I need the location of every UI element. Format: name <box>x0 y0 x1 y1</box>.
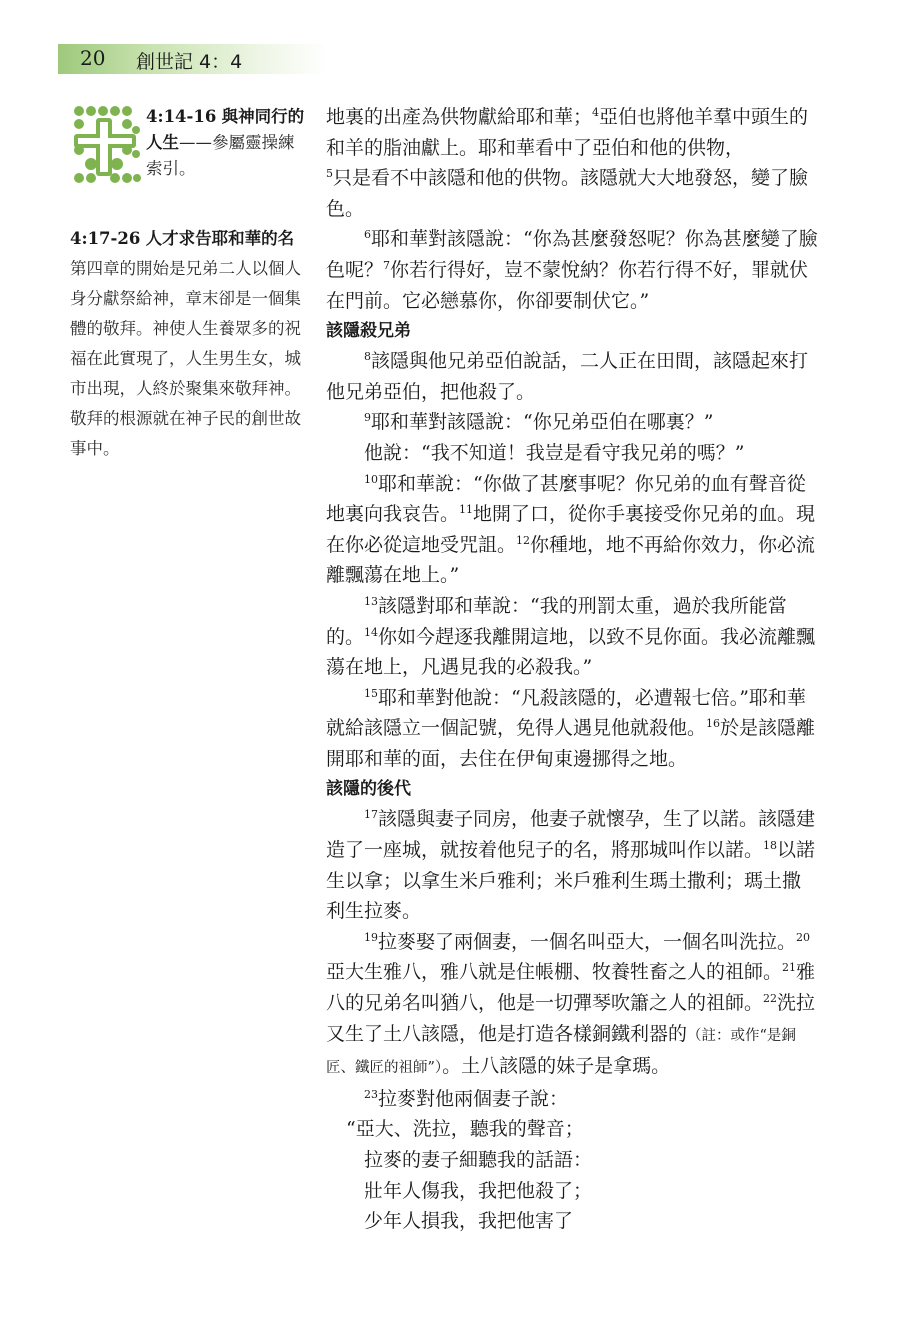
verse-number: 17 <box>364 808 378 822</box>
translation-note: （註：或作“是銅匠、鐵匠的祖師”） <box>326 1027 796 1077</box>
verse-text: 只是看不中該隱和他的供物。該隱就大大地發怒，變了臉色。 <box>326 167 809 220</box>
poem-line: 拉麥的妻子細聽我的話語： <box>364 1149 593 1171</box>
paragraph-v23 <box>326 1084 818 1115</box>
paragraph-v9 <box>326 407 818 438</box>
verse-text: 該隱與他兄弟亞伯說話，二人正在田間，該隱起來打他兄弟亞伯，把他殺了。 <box>326 350 809 403</box>
poem-line: “亞大、洗拉，聽我的聲音； <box>346 1118 584 1141</box>
verse-text: 你如今趕逐我離開這地，以致不見你面。我必流離飄蕩在地上，凡遇見我的必殺我。” <box>326 625 816 679</box>
note-text: 參屬靈操練索引。 <box>146 133 295 178</box>
verse-text: 雅八的兄弟名叫猶八，他是一切彈琴吹簫之人的祖師。 <box>326 961 816 1015</box>
verse-number: 6 <box>364 228 371 242</box>
verse-text: 亞伯也將他羊羣中頭生的和羊的脂油獻上。耶和華看中了亞伯和他的供物， <box>326 106 809 159</box>
verse-number: 5 <box>326 167 333 181</box>
sidebar-note-call-on-name <box>70 224 306 464</box>
verse-text: 耶和華對該隱說：“你為甚麼發怒呢？你為甚麼變了臉色呢？ <box>326 228 818 281</box>
verse-text: 該隱對耶和華說：“我的刑罰太重，過於我所能當的。 <box>326 594 787 648</box>
note-title: 人才求告耶和華的名 <box>145 229 295 248</box>
paragraph-v17-18 <box>326 804 818 926</box>
paragraph-v19-22 <box>326 927 818 1084</box>
verse-text: 耶和華對該隱說：“你兄弟亞伯在哪裏？” <box>371 411 714 434</box>
note-dash: —— <box>179 133 212 152</box>
verse-text: 地開了口，從你手裏接受你兄弟的血。現在你必從這地受咒詛。 <box>326 503 816 556</box>
verse-number: 22 <box>763 992 778 1006</box>
verse-number: 23 <box>364 1087 378 1101</box>
sidebar-note-walk-with-god <box>146 104 306 182</box>
verse-text: 拉麥娶了兩個妻，一個名叫亞大，一個名叫洗拉。 <box>378 930 797 953</box>
paragraph-v8 <box>326 346 818 407</box>
paragraph-v6-7 <box>326 224 818 316</box>
verse-number: 20 <box>796 930 811 944</box>
book-reference: 創世記 4：4 <box>136 51 243 73</box>
note-title: 與神同行的人生 <box>146 107 305 152</box>
verse-text: 以諾生以拿；以拿生米戶雅利；米戶雅利生瑪土撒利；瑪土撒利生拉麥。 <box>326 839 816 923</box>
section-heading: 該隱的後代 <box>326 779 411 800</box>
verse-number: 7 <box>383 258 391 272</box>
verse-number: 21 <box>782 961 797 975</box>
paragraph-v3-5 <box>326 102 818 224</box>
verse-text: 。土八該隱的妹子是拿瑪。 <box>442 1055 671 1078</box>
verse-number: 10 <box>364 472 378 486</box>
paragraph-v15-16 <box>326 683 818 775</box>
paragraph-reply: 他說：“我不知道！我豈是看守我兄弟的嗎？” <box>364 441 745 464</box>
verse-text: 拉麥對他兩個妻子說： <box>378 1087 569 1110</box>
verse-text: 亞大生雅八，雅八就是住帳棚、牧養牲畜之人的祖師。 <box>326 961 783 984</box>
page-number: 20 <box>80 46 106 70</box>
verse-number: 18 <box>763 839 778 853</box>
paragraph-v10-12 <box>326 469 818 591</box>
verse-text: 洗拉又生了土八該隱，他是打造各樣銅鐵利器的 <box>326 992 816 1045</box>
note-reference: 4:14-16 <box>146 107 217 126</box>
poem-line: 壯年人傷我，我把他殺了； <box>364 1179 593 1202</box>
paragraph-v13-14 <box>326 591 818 683</box>
verse-text: 你若行得好，豈不蒙悅納？你若行得不好，罪就伏在門前。它必戀慕你，你卻要制伏它。” <box>326 258 809 312</box>
scripture-text <box>326 102 818 1237</box>
spiritual-discipline-logo-icon <box>70 104 142 186</box>
verse-number: 8 <box>364 350 371 364</box>
verse-number: 9 <box>364 411 371 425</box>
poem-line: 少年人損我，我把他害了 <box>364 1210 574 1233</box>
page-header <box>58 44 328 74</box>
verse-text: 地裏的出產為供物獻給耶和華； <box>326 106 593 128</box>
section-heading: 該隱殺兄弟 <box>326 321 411 342</box>
verse-text: 你種地，地不再給你效力，你必流離飄蕩在地上。” <box>326 533 816 587</box>
verse-text: 耶和華說：“你做了甚麼事呢？你兄弟的血有聲音從地裏向我哀告。 <box>326 472 806 526</box>
verse-number: 13 <box>364 594 378 608</box>
verse-number: 16 <box>706 717 721 731</box>
note-text: 第四章的開始是兄弟二人以個人身分獻祭給神，章末卻是一個集體的敬拜。神使人生養眾多的祝福在此實現了，人生男生女，城市出現，人終於聚集來敬拜神。敬拜的根源就在神子民的創世故事中。 <box>70 259 301 458</box>
verse-number: 4 <box>592 106 600 119</box>
verse-number: 11 <box>459 503 474 517</box>
verse-text: 耶和華對他說：“凡殺該隱的，必遭報七倍。”耶和華就給該隱立一個記號，免得人遇見他就殺他。 <box>326 686 806 740</box>
verse-number: 12 <box>516 533 531 547</box>
verse-number: 19 <box>364 930 378 944</box>
note-reference: 4:17-26 <box>70 229 141 248</box>
verse-number: 14 <box>364 625 379 639</box>
verse-text: 於是該隱離開耶和華的面，去住在伊甸東邊挪得之地。 <box>326 717 816 770</box>
verse-number: 15 <box>364 686 378 700</box>
verse-text: 該隱與妻子同房，他妻子就懷孕，生了以諾。該隱建造了一座城，就按着他兒子的名，將那城叫作以諾。 <box>326 808 816 862</box>
